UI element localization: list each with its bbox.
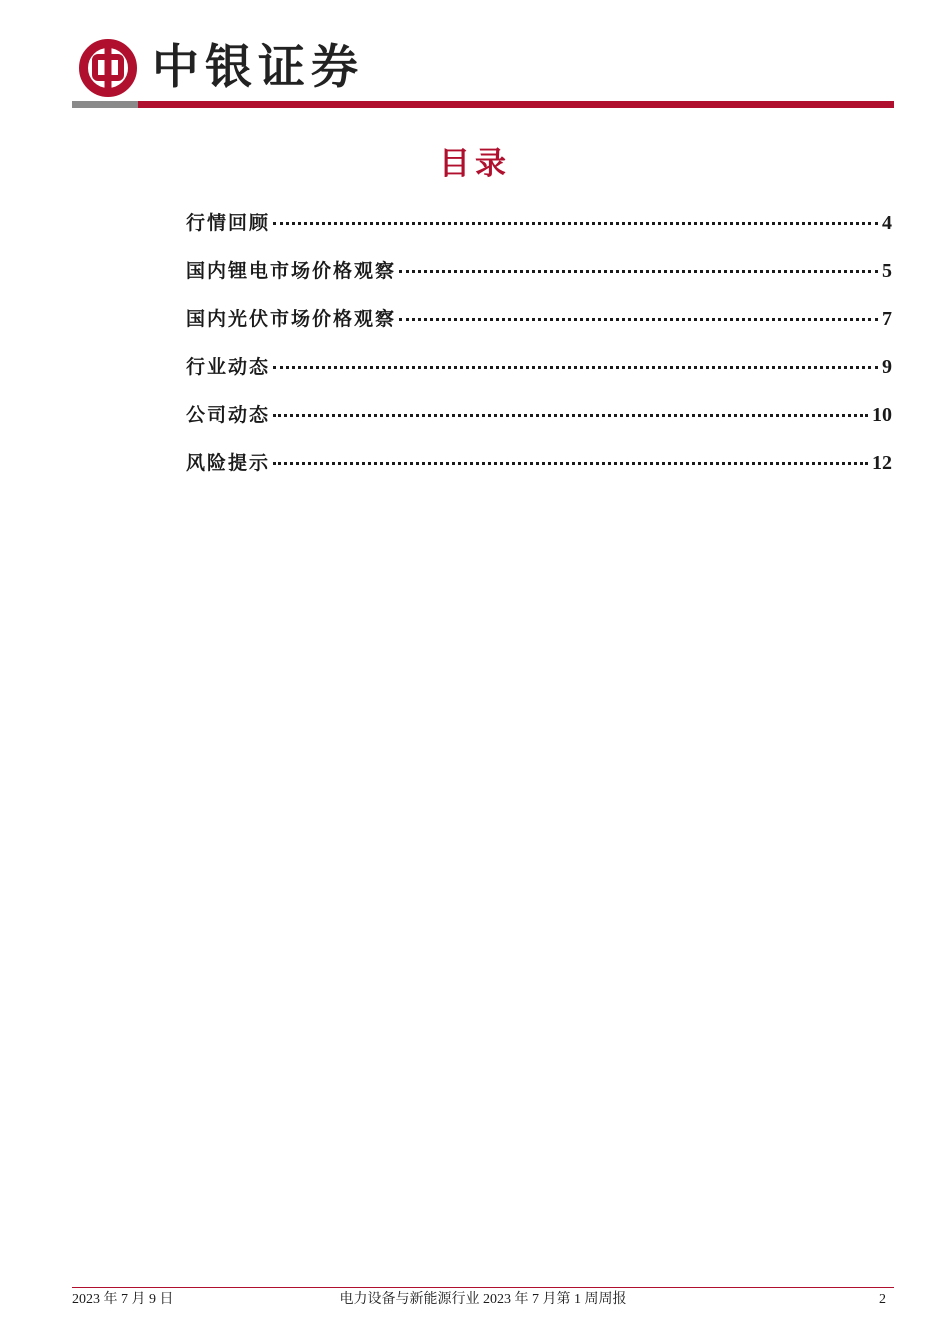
toc-entry-page: 7 bbox=[882, 308, 892, 330]
toc-entry-label: 公司动态 bbox=[186, 404, 271, 426]
bank-of-china-logo-icon bbox=[78, 38, 138, 98]
toc-entry-page: 9 bbox=[882, 356, 892, 378]
toc-leader-dots bbox=[399, 312, 878, 321]
footer-rule bbox=[72, 1287, 894, 1288]
toc-entry-label: 行业动态 bbox=[186, 356, 271, 378]
toc-entry-label: 国内锂电市场价格观察 bbox=[186, 260, 397, 282]
toc-entry-page: 4 bbox=[882, 212, 892, 234]
brand-name: 中银证券 bbox=[152, 40, 364, 95]
toc-leader-dots bbox=[273, 408, 868, 417]
toc-entry-lithium-prices[interactable] bbox=[186, 255, 892, 288]
toc-entry-label: 风险提示 bbox=[186, 452, 271, 474]
toc-entry-company-news[interactable] bbox=[186, 399, 892, 432]
toc-leader-dots bbox=[273, 216, 878, 225]
toc-entry-label: 国内光伏市场价格观察 bbox=[186, 308, 397, 330]
toc-entry-industry-news[interactable] bbox=[186, 351, 892, 384]
footer-date: 2023 年 7 月 9 日 bbox=[72, 1292, 174, 1307]
toc-leader-dots bbox=[399, 264, 878, 273]
footer-page-number: 2 bbox=[879, 1292, 886, 1307]
toc-entry-risk-warning[interactable] bbox=[186, 447, 892, 480]
toc-entry-pv-prices[interactable] bbox=[186, 303, 892, 336]
header-rule-gray bbox=[72, 101, 138, 108]
toc-entry-page: 12 bbox=[872, 452, 892, 474]
page-header bbox=[72, 30, 894, 112]
toc-list bbox=[186, 207, 892, 495]
footer-report-title: 电力设备与新能源行业 2023 年 7 月第 1 周周报 bbox=[339, 1292, 627, 1307]
toc-entry-label: 行情回顾 bbox=[186, 212, 271, 234]
toc-leader-dots bbox=[273, 360, 878, 369]
toc-entry-market-review[interactable] bbox=[186, 207, 892, 240]
toc-entry-page: 5 bbox=[882, 260, 892, 282]
toc-title: 目录 bbox=[439, 146, 511, 182]
toc-entry-page: 10 bbox=[872, 404, 892, 426]
toc-leader-dots bbox=[273, 456, 868, 465]
header-rule-red bbox=[138, 101, 894, 108]
